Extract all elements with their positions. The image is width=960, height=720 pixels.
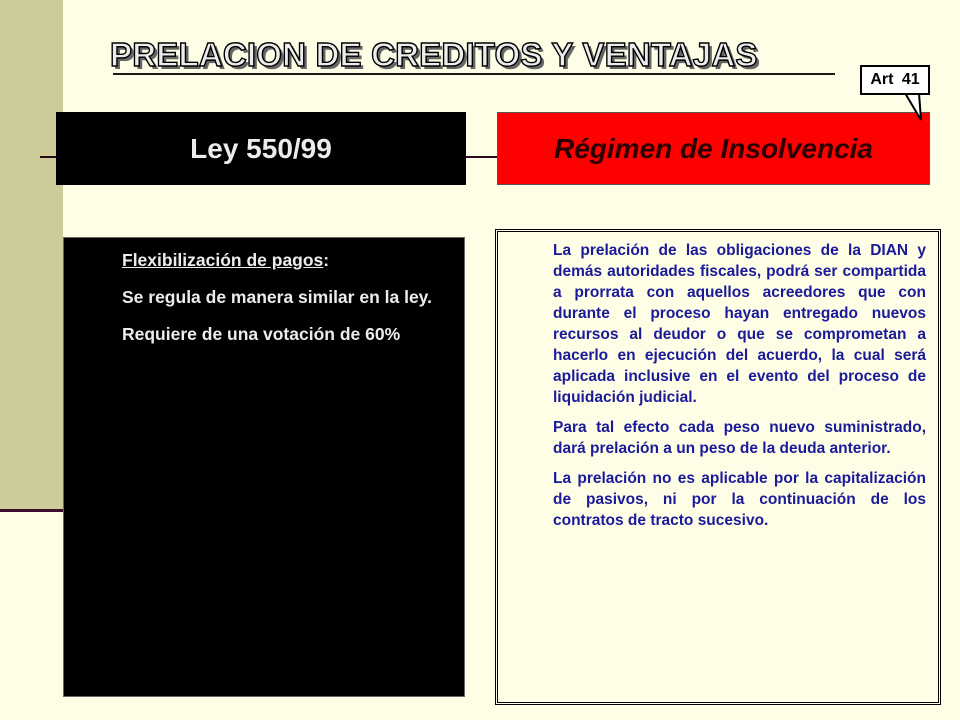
header-regimen-insolvencia: Régimen de Insolvencia bbox=[497, 112, 930, 185]
right-paragraph-3: La prelación no es aplicable por la capitalización de pasivos, ni por la continuación de los contratos de tracto sucesivo. bbox=[553, 470, 926, 529]
slide-title: PRELACION DE CREDITOS Y VENTAJAS bbox=[110, 36, 758, 73]
right-paragraph-1: La prelación de las obligaciones de la DIAN y demás autoridades fiscales, podrá ser compartida a prorrata con aquellos acreedores que con durante el proceso hayan entregado nuevos recursos al deudor o que se comprometan a hacerlo en ejecución del acuerdo, la cual será aplicada inclusive en el evento del proceso de liquidación judicial. bbox=[553, 242, 926, 406]
article-callout: Art 41 bbox=[860, 65, 930, 95]
right-content-panel bbox=[495, 229, 941, 705]
sidebar-accent-line bbox=[0, 509, 66, 512]
title-underline bbox=[113, 73, 835, 75]
left-paragraph-2: Requiere de una votación de 60% bbox=[122, 324, 401, 344]
left-heading bbox=[122, 248, 452, 273]
heading-colon: : bbox=[323, 250, 330, 270]
left-paragraph-1: Se regula de manera similar en la ley. bbox=[122, 287, 432, 307]
header-ley-550: Ley 550/99 bbox=[56, 112, 466, 185]
right-paragraph-2: Para tal efecto cada peso nuevo suministrado, dará prelación a un peso de la deuda anterior. bbox=[553, 419, 926, 457]
decorative-sidebar bbox=[0, 0, 63, 510]
connector-line-middle bbox=[464, 156, 499, 158]
left-content-panel bbox=[63, 237, 465, 697]
flexibilizacion-heading: Flexibilización de pagos bbox=[122, 250, 324, 270]
